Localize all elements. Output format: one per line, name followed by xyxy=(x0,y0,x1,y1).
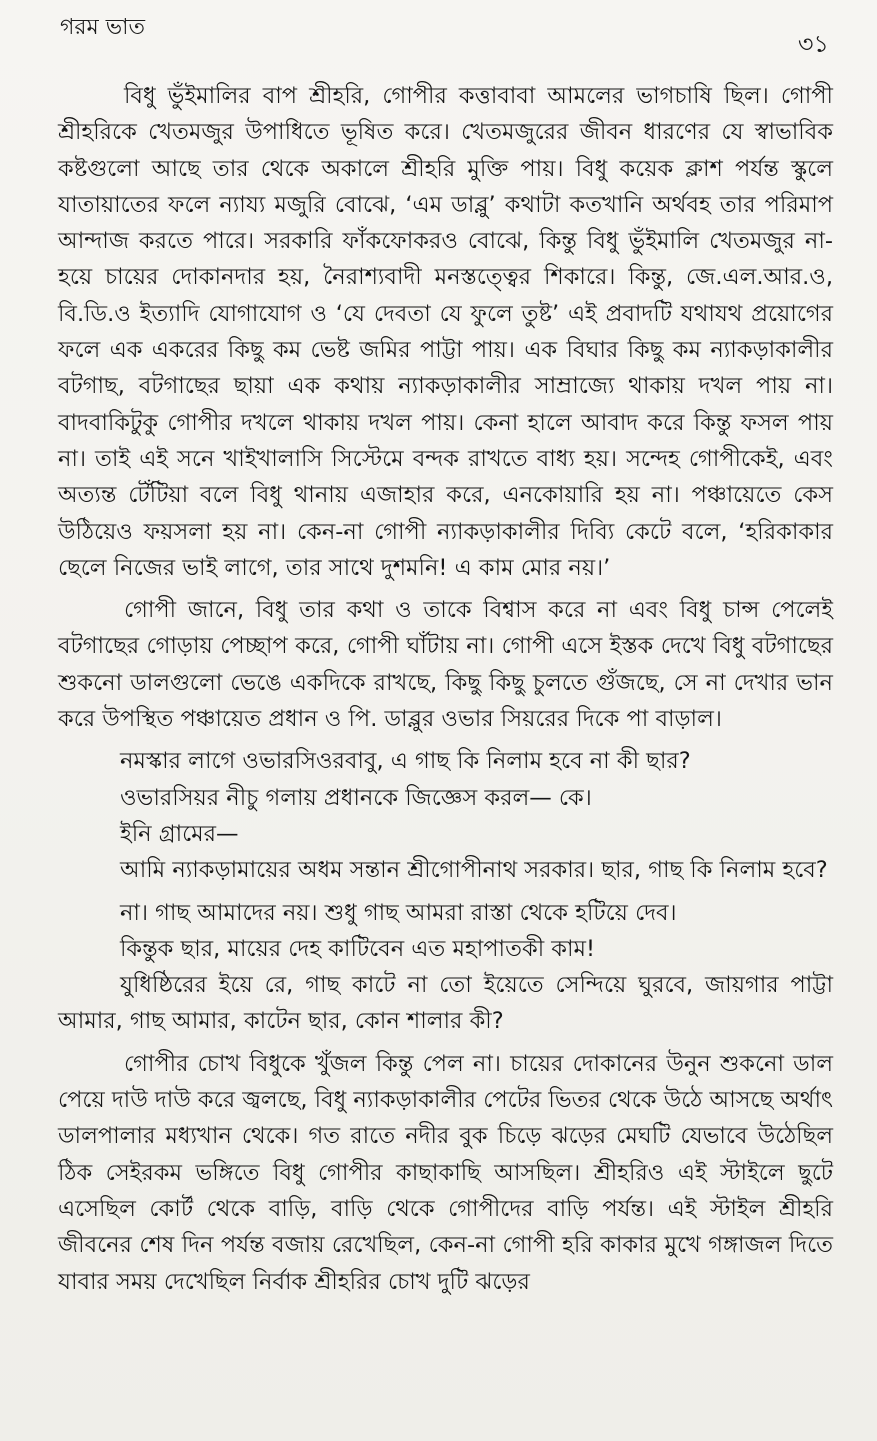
dialogue-line: আমি ন্যাকড়ামায়ের অধম সন্তান শ্রীগোপীনাথ সরকার। ছার, গাছ কি নিলাম হবে? xyxy=(120,857,828,884)
paragraph: গোপী জানে, বিধু তার কথা ও তাকে বিশ্বাস করে না এবং বিধু চান্স পেলেই বটগাছের গোড়ায় পেচ্ছাপ করে, গোপী ঘাঁটায় না। গোপী এসে ইস্তক দেখে বিধু বটগাছের শুকনো ডালগুলো ভেঙে একদিকে রাখছে, কিছু কিছু চুলতে গুঁজছে, সে না দেখার ভান করে উপস্থিত পঞ্চায়েত প্রধান ও পি. ডাব্লুর ওভার সিয়রের দিকে পা বাড়াল। xyxy=(58,597,833,733)
dialogue-line: না। গাছ আমাদের নয়। শুধু গাছ আমরা রাস্তা থেকে হটিয়ে দেব। xyxy=(120,899,677,926)
dialogue-line: ইনি গ্রামের— xyxy=(120,820,239,847)
dialogue-line: ওভারসিয়র নীচু গলায় প্রধানকে জিজ্ঞেস করল— কে। xyxy=(120,784,592,811)
paragraph: বিধু ভুঁইমালির বাপ শ্রীহরি, গোপীর কত্তাবাবা আমলের ভাগচাষি ছিল। গোপী শ্রীহরিকে খেতমজুর উপাধিতে ভূষিত করে। খেতমজুরের জীবন ধারণের যে স্বাভাবিক কষ্টগুলো আছে তার থেকে অকালে শ্রীহরি মুক্তি পায়। বিধু কয়েক ক্লাশ পর্যন্ত স্কুলে যাতায়াতের ফলে ন্যায্য মজুরি বোঝে, ‘এম ডাব্লু’ কথাটা কতখানি অর্থবহ তার পরিমাপ আন্দাজ করতে পারে। সরকারি ফাঁকফোকরও বোঝে, কিন্তু বিধু ভুঁইমালি খেতমজুর না-হয়ে চায়ের দোকানদার হয়, নৈরাশ্যবাদী মনস্তত্ত্বের শিকারে। কিন্তু, জে.এল.আর.ও, বি.ডি.ও ইত্যাদি যোগাযোগ ও ‘যে দেবতা যে ফুলে তুষ্ট’ এই প্রবাদটি যথাযথ প্রয়োগের ফলে এক একরের কিছু কম ভেষ্ট জমির পাট্টা পায়। এক বিঘার কিছু কম ন্যাকড়াকালীর বটগাছ, বটগাছের ছায়া এক কথায় ন্যাকড়াকালীর সাম্রাজ্যে থাকায় দখল পায় না। বাদবাকিটুকু গোপীর দখলে থাকায় দখল পায়। কেনা হালে আবাদ করে কিন্তু ফসল পায় না। তাই এই সনে খাইখালাসি সিস্টেমে বন্দক রাখতে বাধ্য হয়। সন্দেহ গোপীকেই, এবং অত্যন্ত টেঁটিয়া বলে বিধু থানায় এজাহার করে, এনকোয়ারি হয় না। পঞ্চায়েতে কেস উঠিয়েও ফয়সলা হয় না। কেন-না গোপী ন্যাকড়াকালীর দিব্যি কেটে বলে, ‘হরিকাকার ছেলে নিজের ভাই লাগে, তার সাথে দুশমনি! এ কাম মোর নয়।’ xyxy=(58,83,833,581)
dialogue-line: নমস্কার লাগে ওভারসিওরবাবু, এ গাছ কি নিলাম হবে না কী ছার? xyxy=(120,748,691,775)
paragraph: গোপীর চোখ বিধুকে খুঁজল কিন্তু পেল না। চায়ের দোকানের উনুন শুকনো ডাল পেয়ে দাউ দাউ করে জ্বলছে, বিধু ন্যাকড়াকালীর পেটের ভিতর থেকে উঠে আসছে অর্থাৎ ডালপালার মধ্যখান থেকে। গত রাতে নদীর বুক চিড়ে ঝড়ের মেঘটি যেভাবে উঠেছিল ঠিক সেইরকম ভঙ্গিতে বিধু গোপীর কাছাকাছি আসছিল। শ্রীহরিও এই স্টাইলে ছুটে এসেছিল কোর্ট থেকে বাড়ি, বাড়ি থেকে গোপীদের বাড়ি পর্যন্ত। এই স্টাইল শ্রীহরি জীবনের শেষ দিন পর্যন্ত বজায় রেখেছিল, কেন-না গোপী হরি কাকার মুখে গঙ্গাজল দিতে যাবার সময় দেখেছিল নির্বাক শ্রীহরির চোখ দুটি ঝড়ের xyxy=(58,1050,833,1295)
body-text xyxy=(58,78,833,1300)
running-header: গরম ভাত xyxy=(60,15,146,40)
dialogue-line: যুধিষ্ঠিরের ইয়ে রে, গাছ কাটে না তো ইয়েতে সেন্দিয়ে ঘুরবে, জায়গার পাট্টা আমার, গাছ আমার, কাটেন ছার, কোন শালার কী? xyxy=(58,972,833,1035)
page-number: ৩১ xyxy=(797,30,829,58)
dialogue-line: কিন্তুক ছার, মায়ের দেহ কাটিবেন এত মহাপাতকী কাম! xyxy=(120,935,596,962)
